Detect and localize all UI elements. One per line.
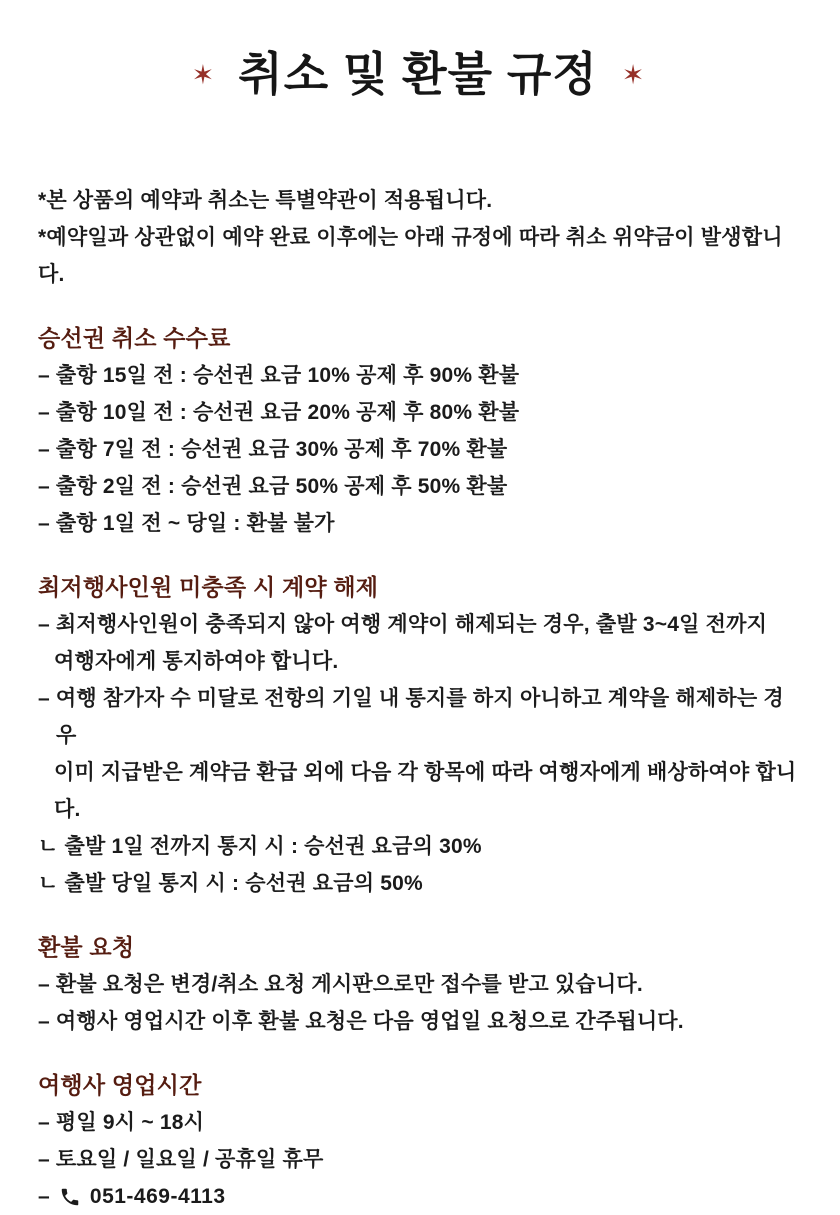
list-item: – 최저행사인원이 충족되지 않아 여행 계약이 해제되는 경우, 출발 3~4일 전까지 <box>38 613 768 636</box>
list-item: – 출항 15일 전 : 승선권 요금 10% 공제 후 90% 환불 <box>38 364 520 387</box>
section-heading: 여행사 영업시간 <box>38 1072 202 1098</box>
list-item: – 출항 2일 전 : 승선권 요금 50% 공제 후 50% 환불 <box>38 475 508 498</box>
list-item: – 여행 참가자 수 미달로 전항의 기일 내 통지를 하지 아니하고 계약을 해제하는 경우 <box>38 687 784 747</box>
intro-notes <box>38 182 798 293</box>
section-refund-request <box>38 929 798 1040</box>
list-item: – 환불 요청은 변경/취소 요청 게시판으로만 접수를 받고 있습니다. <box>38 973 643 996</box>
refund-policy-page <box>0 46 840 1208</box>
list-item: – 출항 10일 전 : 승선권 요금 20% 공제 후 80% 환불 <box>38 401 520 424</box>
phone-number: 051-469-4113 <box>89 1185 226 1208</box>
phone-row <box>38 1178 798 1215</box>
list-sub-item: ㄴ 출발 당일 통지 시 : 승선권 요금의 50% <box>38 872 423 895</box>
list-item: – 여행사 영업시간 이후 환불 요청은 다음 영업일 요청으로 간주됩니다. <box>38 1010 684 1033</box>
star-icon: ✶ <box>191 60 215 90</box>
list-sub-item: ㄴ 출발 1일 전까지 통지 시 : 승선권 요금의 30% <box>38 835 482 858</box>
page-content <box>0 46 840 1215</box>
star-icon: ✶ <box>621 60 645 90</box>
list-item-continuation: 이미 지급받은 계약금 환급 외에 다음 각 항목에 따라 여행자에게 배상하여야 합니다. <box>54 761 797 821</box>
list-item: – 출항 1일 전 ~ 당일 : 환불 불가 <box>38 512 335 535</box>
list-item-continuation: 여행자에게 통지하여야 합니다. <box>54 650 339 673</box>
list-dash: – <box>38 1185 50 1208</box>
intro-note: *예약일과 상관없이 예약 완료 이후에는 아래 규정에 따라 취소 위약금이 발생합니다. <box>38 226 783 286</box>
page-title-row <box>38 46 798 114</box>
list-item: – 출항 7일 전 : 승선권 요금 30% 공제 후 70% 환불 <box>38 438 508 461</box>
section-ticket-cancellation-fee <box>38 320 798 542</box>
section-heading: 승선권 취소 수수료 <box>38 325 231 351</box>
section-minimum-participants <box>38 569 798 902</box>
section-heading: 환불 요청 <box>38 934 135 960</box>
list-item: – 토요일 / 일요일 / 공휴일 휴무 <box>38 1148 324 1171</box>
section-business-hours <box>38 1067 798 1215</box>
section-heading: 최저행사인원 미충족 시 계약 해제 <box>38 574 379 600</box>
page-title: 취소 및 환불 규정 <box>238 48 598 100</box>
list-item: – 평일 9시 ~ 18시 <box>38 1111 205 1134</box>
intro-note: *본 상품의 예약과 취소는 특별약관이 적용됩니다. <box>38 189 493 212</box>
phone-receiver-icon <box>59 1186 81 1208</box>
